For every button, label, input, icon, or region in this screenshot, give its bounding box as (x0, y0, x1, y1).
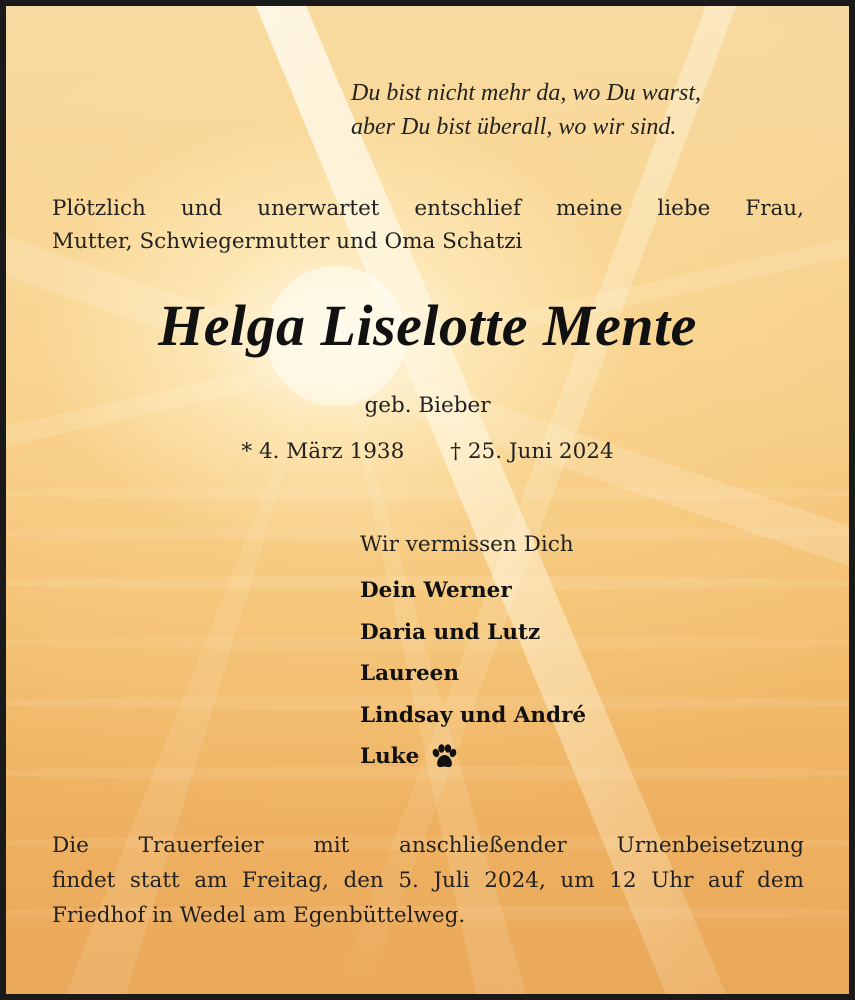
mourner-name: Luke (360, 736, 586, 778)
quote-line: aber Du bist überall, wo wir sind. (351, 114, 677, 140)
mourner-name: Lindsay und André (360, 702, 587, 728)
birth-date: * 4. März 1938 (241, 439, 405, 464)
intro-text (52, 192, 804, 258)
intro-line: Plötzlich und unerwartet entschlief meine liebe Frau, (52, 196, 804, 221)
deceased-name: Helga Liselotte Mente (158, 293, 697, 358)
quote-line: Du bist nicht mehr da, wo Du warst, (351, 80, 702, 106)
quote (351, 76, 771, 144)
death-date: † 25. Juni 2024 (450, 439, 614, 464)
birth-name: geb. Bieber (364, 393, 491, 418)
mourner-name: Daria und Lutz (360, 619, 541, 645)
paw-print-icon (429, 742, 459, 772)
funeral-info-line: findet statt am Freitag, den 5. Juli 2024, um 12 Uhr auf dem (52, 868, 804, 893)
mourners-intro: Wir vermissen Dich (360, 532, 574, 557)
life-dates (6, 436, 849, 468)
mourner-name: Dein Werner (360, 578, 512, 603)
mourner-name: Laureen (360, 661, 459, 686)
funeral-info-line: Friedhof in Wedel am Egenbüttelweg. (52, 903, 466, 928)
funeral-info-line: Die Trauerfeier mit anschließender Urnenbeisetzung (52, 833, 804, 858)
obituary-notice (6, 6, 849, 994)
mourners-list (360, 570, 586, 778)
intro-line: Mutter, Schwiegermutter und Oma Schatzi (52, 229, 523, 254)
funeral-info (52, 828, 804, 933)
